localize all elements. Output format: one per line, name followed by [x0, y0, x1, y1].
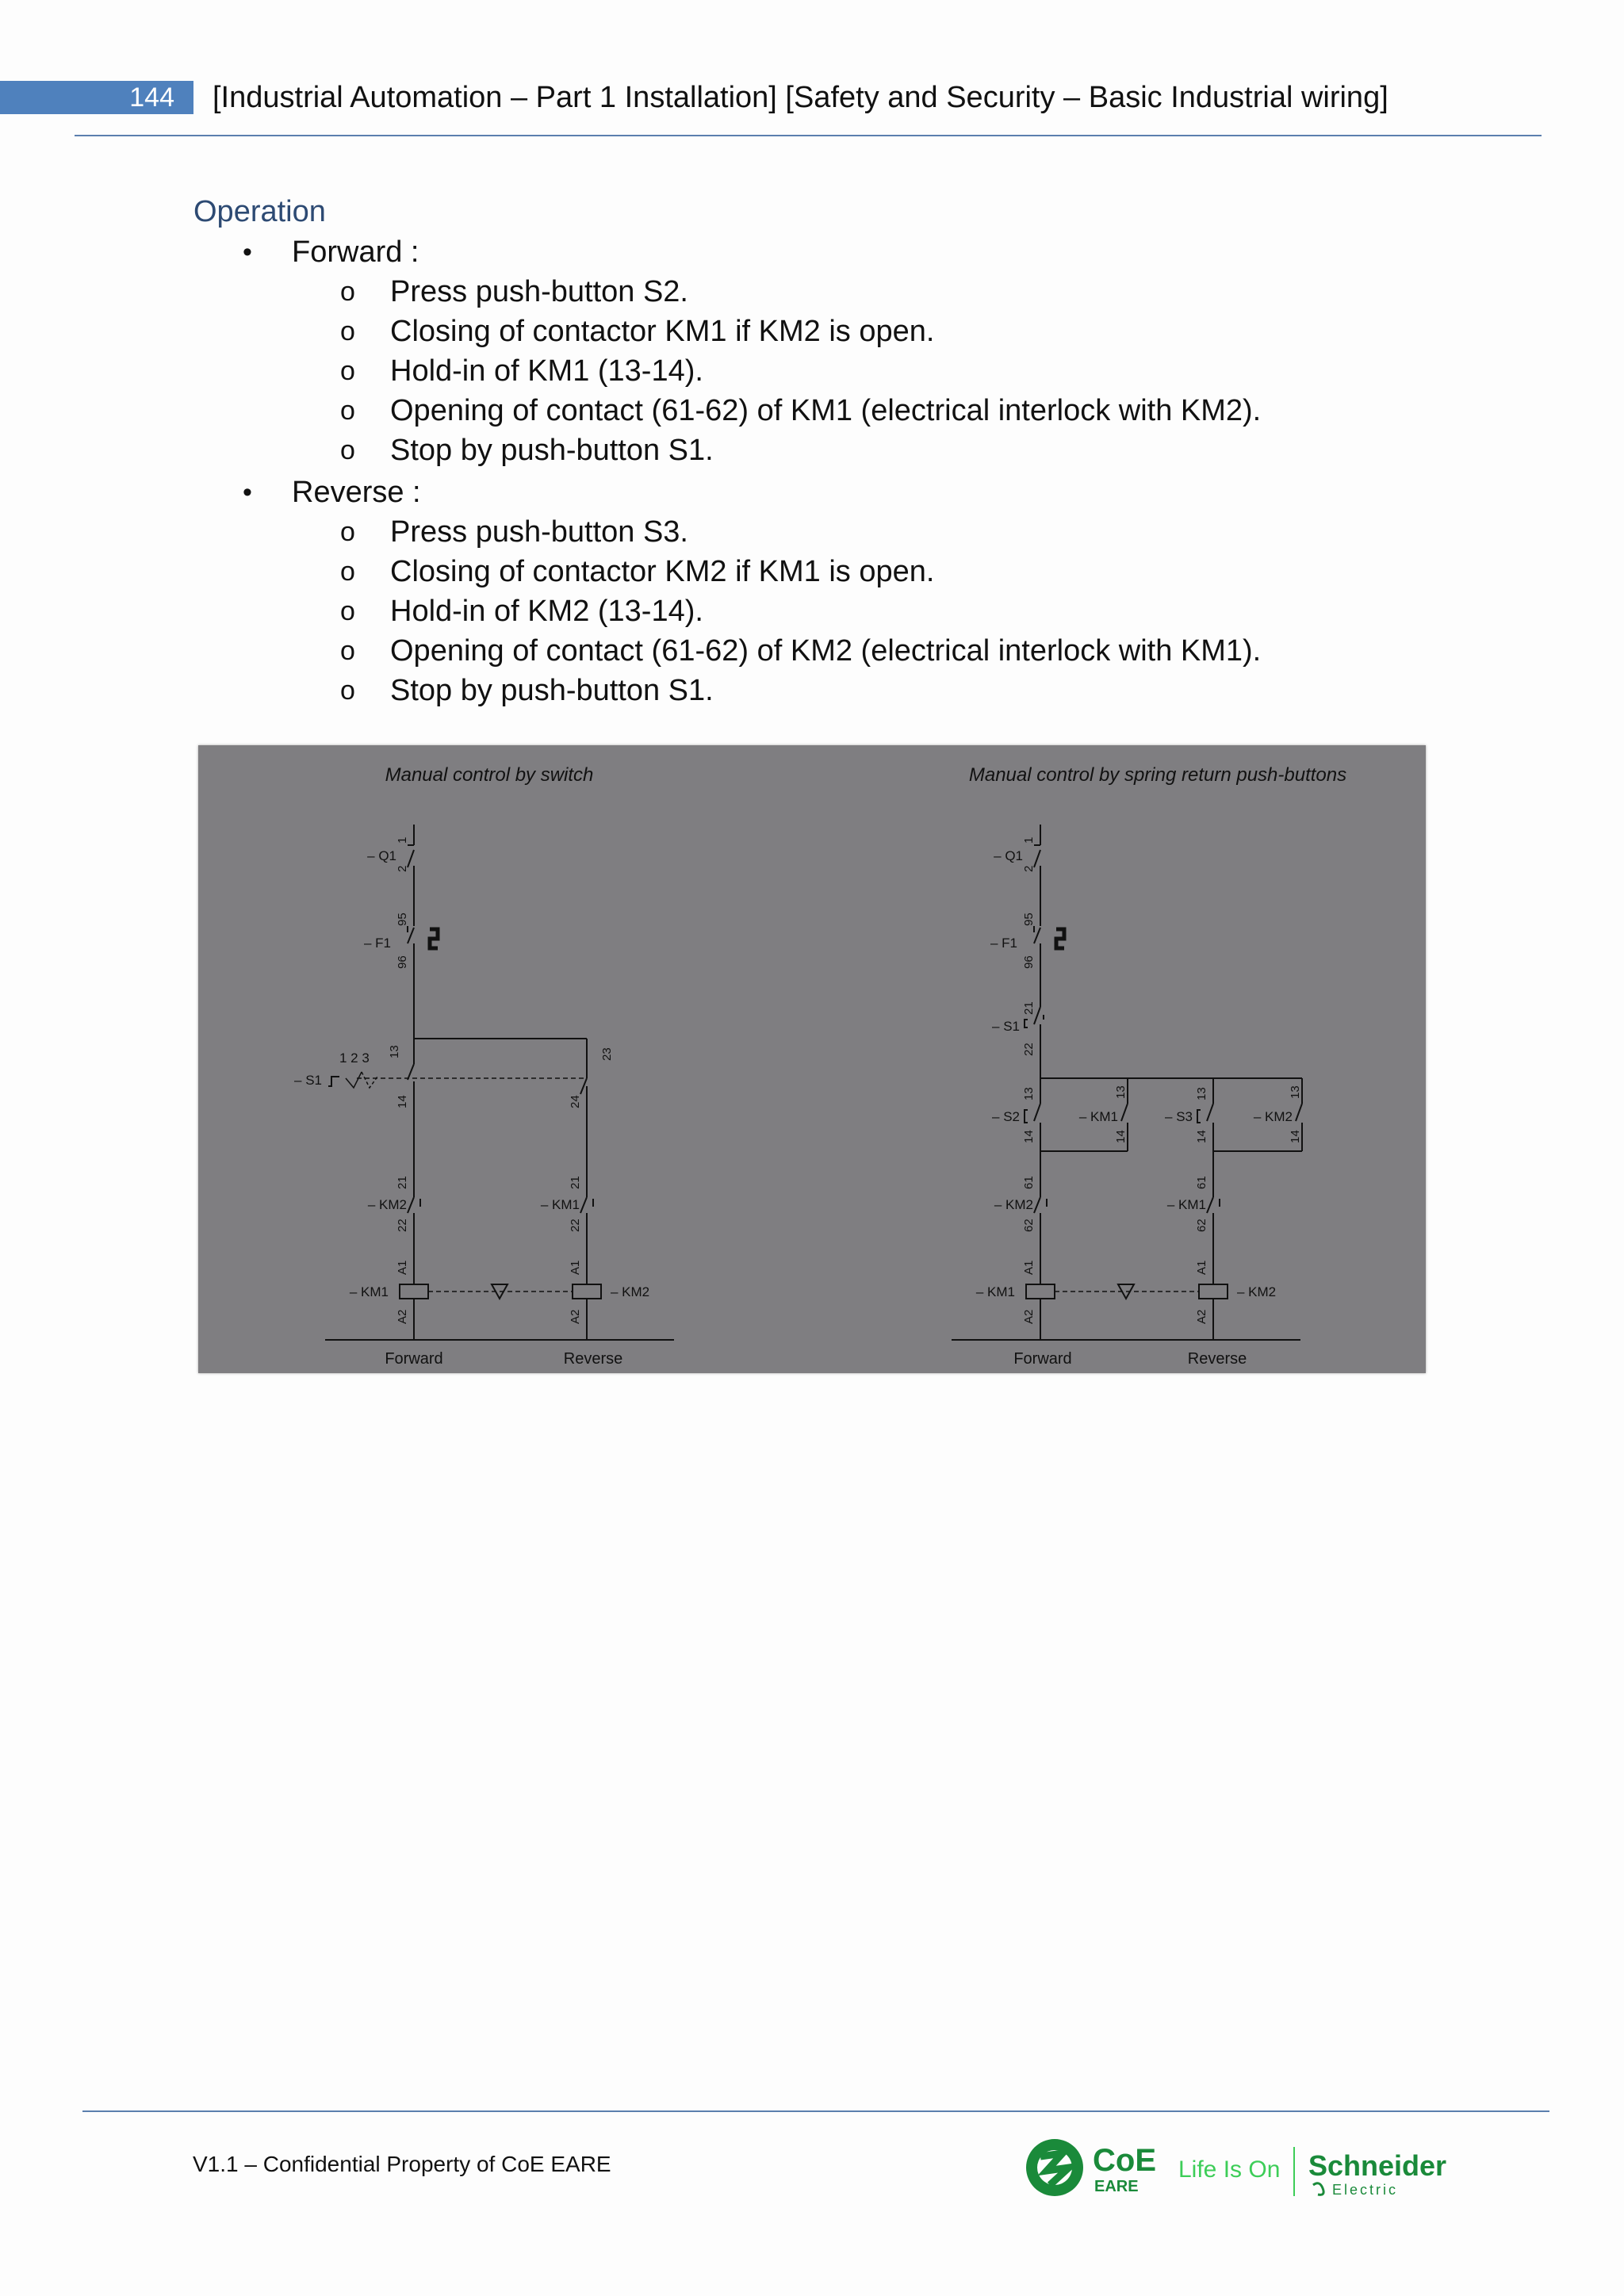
- list-item-text: Opening of contact (61-62) of KM2 (electrical interlock with KM1).: [390, 634, 1262, 668]
- right-diagram-title: Manual control by spring return push-buttons: [968, 764, 1347, 786]
- terminal-label: A1: [569, 1260, 582, 1275]
- terminal-label: 14: [1289, 1130, 1302, 1143]
- logo-group: [1023, 2133, 1475, 2204]
- terminal-label: 13: [1195, 1087, 1208, 1100]
- electric-brand-text: Electric: [1332, 2182, 1399, 2198]
- left-km1-contact-label: – KM1: [540, 1197, 580, 1212]
- terminal-label: 13: [1022, 1087, 1036, 1100]
- terminal-label: A1: [1195, 1260, 1208, 1275]
- terminal-label: 14: [1195, 1130, 1208, 1143]
- coe-logo-text: CoE: [1093, 2143, 1156, 2178]
- footer-text: V1.1 – Confidential Property of CoE EARE: [193, 2152, 611, 2176]
- bullet-label-forward: Forward :: [292, 235, 419, 269]
- right-f1-label: – F1: [990, 936, 1017, 951]
- terminal-label: 24: [569, 1095, 582, 1108]
- terminal-label: 14: [1114, 1130, 1128, 1143]
- right-q1-label: – Q1: [994, 848, 1023, 863]
- left-s1-label: – S1: [294, 1073, 322, 1088]
- left-km1-coil-label: – KM1: [349, 1284, 389, 1299]
- right-s3-label: – S3: [1165, 1109, 1193, 1124]
- terminal-label: 22: [1022, 1043, 1036, 1056]
- terminal-label: 21: [396, 1176, 409, 1189]
- right-km1-coil-label: – KM1: [975, 1284, 1015, 1299]
- terminal-label: 61: [1195, 1176, 1208, 1189]
- terminal-label: 22: [569, 1219, 582, 1232]
- left-km2-contact-label: – KM2: [367, 1197, 407, 1212]
- header-rule: [75, 135, 1542, 136]
- circle-bullet-icon: o: [340, 396, 355, 426]
- right-km1-contact-label: – KM1: [1166, 1197, 1206, 1212]
- terminal-label: 2: [396, 865, 409, 872]
- list-item-text: Press push-button S2.: [390, 275, 688, 308]
- terminal-label: 13: [388, 1045, 401, 1058]
- bullet-label-reverse: Reverse :: [292, 476, 421, 509]
- left-f1-label: – F1: [363, 936, 391, 951]
- right-km2-hold-label: – KM2: [1253, 1109, 1293, 1124]
- coe-emblem-icon: [1026, 2139, 1083, 2196]
- right-km2-coil-label: – KM2: [1237, 1284, 1277, 1299]
- terminal-label: 2: [1022, 865, 1036, 872]
- right-km2-contact-label: – KM2: [994, 1197, 1033, 1212]
- terminal-label: A1: [396, 1260, 409, 1275]
- bullet-dot-icon: •: [243, 237, 252, 267]
- circle-bullet-icon: o: [340, 675, 355, 706]
- running-header: [Industrial Automation – Part 1 Installation] [Safety and Security – Basic Industrial wiring]: [213, 81, 1388, 114]
- terminal-label: 62: [1022, 1219, 1036, 1232]
- right-s1-label: – S1: [992, 1019, 1020, 1034]
- footer-rule: [82, 2110, 1549, 2112]
- circle-bullet-icon: o: [340, 277, 355, 307]
- terminal-label: 13: [1114, 1085, 1128, 1099]
- terminal-label: 95: [1022, 913, 1036, 926]
- list-item-text: Opening of contact (61-62) of KM1 (electrical interlock with KM2).: [390, 394, 1262, 427]
- right-km1-hold-label: – KM1: [1078, 1109, 1118, 1124]
- list-item-text: Hold-in of KM1 (13-14).: [390, 354, 703, 388]
- schneider-brand-text: Schneider: [1308, 2149, 1447, 2182]
- list-item-text: Closing of contactor KM2 if KM1 is open.: [390, 555, 935, 588]
- terminal-label: 14: [396, 1095, 409, 1108]
- terminal-label: A2: [1022, 1309, 1036, 1324]
- terminal-label: 21: [569, 1176, 582, 1189]
- circle-bullet-icon: o: [340, 596, 355, 626]
- page-number: 144: [0, 81, 193, 114]
- terminal-label: A2: [396, 1309, 409, 1324]
- terminal-label: 22: [396, 1219, 409, 1232]
- circle-bullet-icon: o: [340, 557, 355, 587]
- right-s2-label: – S2: [992, 1109, 1020, 1124]
- terminal-label: A2: [569, 1309, 582, 1324]
- eare-logo-text: EARE: [1094, 2178, 1139, 2195]
- terminal-label: 23: [600, 1047, 614, 1061]
- terminal-label: 96: [1022, 955, 1036, 969]
- terminal-label: 96: [396, 955, 409, 969]
- terminal-label: A1: [1022, 1260, 1036, 1275]
- left-forward-label: Forward: [385, 1350, 443, 1368]
- left-diagram-title: Manual control by switch: [385, 764, 594, 786]
- list-item-text: Stop by push-button S1.: [390, 434, 714, 467]
- wiring-diagram-figure: [198, 745, 1426, 1373]
- terminal-label: 61: [1022, 1176, 1036, 1189]
- list-item-text: Closing of contactor KM1 if KM2 is open.: [390, 315, 935, 348]
- right-forward-label: Forward: [1013, 1350, 1072, 1368]
- list-item-text: Hold-in of KM2 (13-14).: [390, 595, 703, 628]
- circle-bullet-icon: o: [340, 636, 355, 666]
- terminal-label: 95: [396, 913, 409, 926]
- circle-bullet-icon: o: [340, 517, 355, 547]
- bullet-dot-icon: •: [243, 477, 252, 507]
- life-is-on-tagline: Life Is On: [1178, 2156, 1281, 2183]
- circle-bullet-icon: o: [340, 435, 355, 465]
- section-title: Operation: [193, 195, 326, 228]
- footer-logos: [1023, 2133, 1475, 2204]
- circle-bullet-icon: o: [340, 356, 355, 386]
- left-s1-positions: 1 2 3: [339, 1050, 370, 1066]
- circle-bullet-icon: o: [340, 316, 355, 346]
- terminal-label: 13: [1289, 1085, 1302, 1099]
- terminal-label: 62: [1195, 1219, 1208, 1232]
- terminal-label: 21: [1022, 1001, 1036, 1015]
- wiring-diagram: [198, 745, 1426, 1373]
- terminal-label: 1: [396, 836, 409, 844]
- left-q1-label: – Q1: [367, 848, 396, 863]
- left-reverse-label: Reverse: [563, 1350, 623, 1368]
- terminal-label: A2: [1195, 1309, 1208, 1324]
- right-reverse-label: Reverse: [1187, 1350, 1247, 1368]
- left-km2-coil-label: – KM2: [611, 1284, 650, 1299]
- terminal-label: 14: [1022, 1130, 1036, 1143]
- list-item-text: Press push-button S3.: [390, 515, 688, 549]
- schneider-mark-icon: [1313, 2183, 1323, 2195]
- list-item-text: Stop by push-button S1.: [390, 674, 714, 707]
- terminal-label: 1: [1022, 836, 1036, 844]
